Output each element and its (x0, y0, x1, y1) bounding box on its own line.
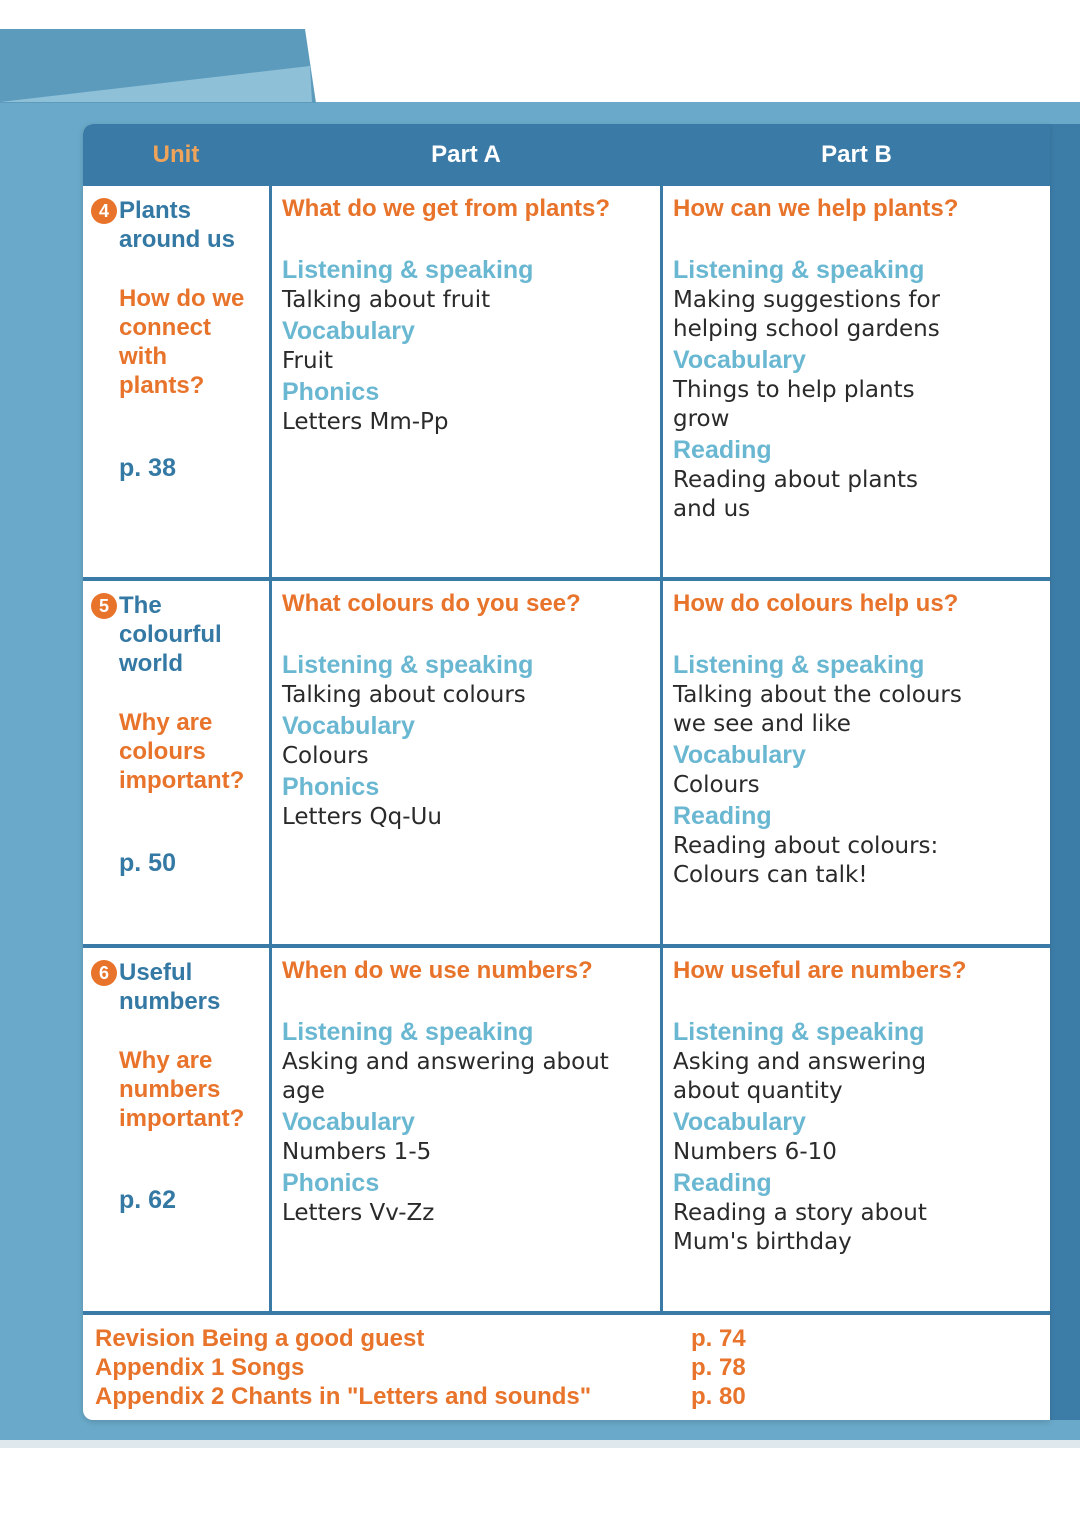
section-heading: Vocabulary (673, 1108, 806, 1136)
unit-title-line: world (119, 650, 183, 677)
unit-question-line: colours (119, 738, 206, 765)
unit-title (93, 196, 269, 254)
section-text: Reading about colours: (673, 833, 939, 859)
section-heading: Phonics (282, 378, 380, 406)
unit-title-line: The (119, 592, 162, 619)
section-text: Asking and answering (673, 1049, 927, 1075)
section-text: Reading about plants (673, 467, 919, 493)
part-question: How do colours help us? (673, 590, 959, 617)
section-heading: Phonics (282, 1169, 380, 1197)
unit-question-line: with (119, 343, 167, 370)
unit-question (93, 708, 269, 795)
unit-page[interactable]: p. 38 (119, 454, 176, 482)
row-divider (83, 577, 1050, 581)
unit-question-line: important? (119, 767, 245, 794)
header-part-a: Part A (272, 124, 660, 186)
unit-question-line: numbers (119, 1076, 221, 1103)
unit-question-line: Why are (119, 709, 213, 736)
section-text: Colours (282, 743, 369, 769)
unit-question (93, 1046, 269, 1133)
footer-item-appendix-2[interactable]: Appendix 2 Chants in "Letters and sounds" (95, 1383, 592, 1410)
section-heading: Phonics (282, 773, 380, 801)
unit-title (93, 591, 269, 678)
section-text: Things to help plants (673, 377, 915, 403)
section-heading: Listening & speaking (282, 256, 534, 284)
section-text: Fruit (282, 348, 333, 374)
part-b-cell (673, 956, 1043, 1257)
part-question: How can we help plants? (673, 195, 959, 222)
part-question: What colours do you see? (282, 590, 581, 617)
footer-item-appendix-1[interactable]: Appendix 1 Songs (95, 1354, 305, 1381)
unit-question-line: plants? (119, 372, 205, 399)
section-heading: Listening & speaking (673, 1018, 925, 1046)
unit-title-line: colourful (119, 621, 222, 648)
section-text: Reading a story about (673, 1200, 927, 1226)
bottom-shadow (0, 1440, 1080, 1448)
unit-page[interactable]: p. 62 (119, 1186, 176, 1214)
footer-item-revision[interactable]: Revision Being a good guest (95, 1325, 425, 1352)
unit-question-line: important? (119, 1105, 245, 1132)
header-part-b: Part B (663, 124, 1050, 186)
part-question: When do we use numbers? (282, 957, 593, 984)
column-divider (660, 124, 663, 1314)
contents-table (83, 124, 1050, 1420)
unit-cell (93, 958, 269, 1308)
footer-page[interactable]: p. 78 (691, 1354, 746, 1381)
unit-question (93, 284, 269, 400)
unit-title (93, 958, 269, 1016)
section-text: Talking about the colours (673, 682, 962, 708)
section-heading: Listening & speaking (282, 651, 534, 679)
section-heading: Reading (673, 1169, 772, 1197)
row-divider (83, 1311, 1050, 1315)
section-heading: Vocabulary (282, 317, 415, 345)
row-divider (83, 944, 1050, 948)
footer-labels (95, 1324, 675, 1411)
unit-number-badge: 4 (91, 198, 117, 224)
section-text: Letters Qq-Uu (282, 804, 442, 830)
section-text: Letters Vv-Zz (282, 1200, 435, 1226)
part-b-cell (673, 589, 1043, 890)
section-text: Numbers 1-5 (282, 1139, 432, 1165)
part-a-cell (282, 589, 654, 832)
section-text: Numbers 6-10 (673, 1139, 837, 1165)
section-text: grow (673, 406, 730, 432)
section-text: Asking and answering about (282, 1049, 609, 1075)
unit-title-line: around us (119, 226, 236, 253)
section-heading: Listening & speaking (673, 651, 925, 679)
unit-question-line: connect (119, 314, 212, 341)
section-text: we see and like (673, 711, 851, 737)
right-strip (1050, 124, 1080, 1420)
footer-page[interactable]: p. 74 (691, 1325, 746, 1352)
unit-title-line: Useful (119, 959, 193, 986)
section-text: Mum's birthday (673, 1229, 852, 1255)
part-b-cell (673, 194, 1043, 524)
section-heading: Reading (673, 436, 772, 464)
part-question: What do we get from plants? (282, 195, 610, 222)
section-text: Talking about fruit (282, 287, 491, 313)
section-heading: Vocabulary (282, 712, 415, 740)
footer-page[interactable]: p. 80 (691, 1383, 746, 1410)
section-heading: Vocabulary (282, 1108, 415, 1136)
footer-pages (691, 1324, 811, 1411)
section-text: Colours can talk! (673, 862, 868, 888)
unit-title-line: numbers (119, 988, 221, 1015)
unit-page[interactable]: p. 50 (119, 849, 176, 877)
section-text: Letters Mm-Pp (282, 409, 449, 435)
unit-number-badge: 6 (91, 960, 117, 986)
unit-question-line: Why are (119, 1047, 213, 1074)
section-text: Talking about colours (282, 682, 526, 708)
section-text: helping school gardens (673, 316, 940, 342)
unit-title-line: Plants (119, 197, 192, 224)
section-text: age (282, 1078, 325, 1104)
part-question: How useful are numbers? (673, 957, 967, 984)
section-heading: Vocabulary (673, 346, 806, 374)
column-divider (269, 124, 272, 1314)
part-a-cell (282, 194, 654, 437)
section-text: about quantity (673, 1078, 843, 1104)
section-heading: Vocabulary (673, 741, 806, 769)
unit-cell (93, 196, 269, 576)
section-text: and us (673, 496, 751, 522)
part-a-cell (282, 956, 654, 1228)
section-text: Making suggestions for (673, 287, 941, 313)
section-heading: Listening & speaking (673, 256, 925, 284)
section-text: Colours (673, 772, 760, 798)
unit-cell (93, 591, 269, 941)
section-heading: Listening & speaking (282, 1018, 534, 1046)
header-unit: Unit (83, 124, 269, 186)
section-heading: Reading (673, 802, 772, 830)
unit-question-line: How do we (119, 285, 245, 312)
unit-number-badge: 5 (91, 593, 117, 619)
